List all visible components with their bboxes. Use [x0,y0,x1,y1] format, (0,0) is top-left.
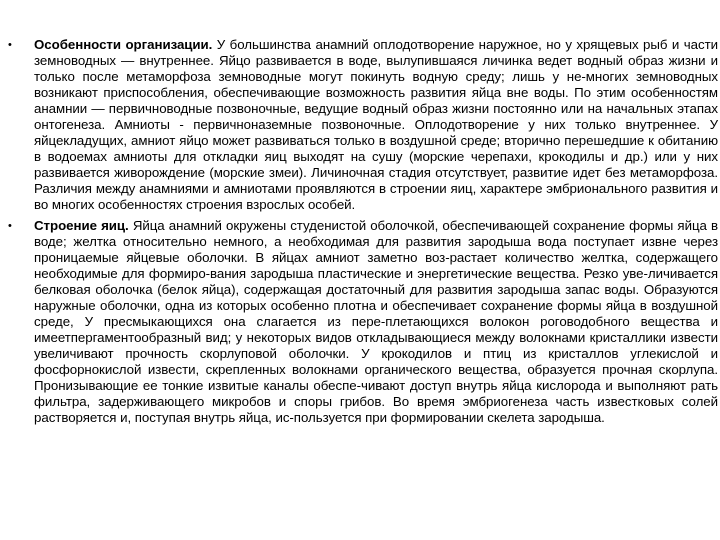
bullet-list [8,37,718,430]
bullet-dot-icon: • [8,39,12,51]
bullet-item-organization [8,37,718,214]
bullet-body-text: У большинства анамний оплодотворение наружное, но у хрящевых рыб и части земноводных — внутреннее. Яйцо развивается в воде, вылупившаяся личинка ведет водный образ жизни и только после метаморфоза земноводные могут покинуть водную среду; лишь у не-многих земноводных возникают приспособления, обеспечивающие возможность развития яйца вне воды. По этим особенностям анамнии — первичноводные позвоночные, ведущие водный образ жизни постоянно или на начальных этапах онтогенеза. Амниоты - первичноназемные позвоночные. Оплодотворение у них только внутреннее. У яйцекладущих, амниот яйцо может развиваться только в воздушной среде; вторично перешедшие к обитанию в водоемах амниоты для откладки яиц выходят на сушу (морские черепахи, крокодилы и др.) или у них развивается живорождение (морские змеи). Личиночная стадия отсутствует, развитие идет без метаморфоза. Различия между анамниями и амниотами проявляются в строении яиц, характере эмбрионального развития и во многих особенностях строения взрослых особей. [34,37,719,213]
bullet-item-egg-structure [8,218,718,427]
bullet-heading: Особенности организации. [34,37,213,52]
bullet-body-text: Яйца анамний окружены студенистой оболочкой, обеспечивающей сохранение формы яйца в воде; желтка относительно немного, а необходимая для развития зародыша вода поступает извне через проницаемые яйцевые оболочки. В яйцах амниот заметно воз-растает количество желтка, содержащего необходимые для формиро-вания зародыша пластические и энергетические вещества. Резко уве-личивается белковая оболочка (белок яйца), содержащая достаточный для развития зародыша запас воды. Образуются наружные оболочки, одна из которых особенно плотна и обеспечивает сохранение формы яйца в воздушной среде, У пресмыкающихся она слагается из пере-плетающихся волокон роговодобного вещества и имеетпергаментообразный вид; у некоторых видов откладывающиеся между волокнами кристаллики извести увеличивают прочность скорлуповой оболочки. У крокодилов и птиц из кристаллов углекислой и фосфорнокислой извести, скрепленных волокнами органического вещества, образуется прочная скорлупа. Пронизывающие ее тонкие извитые каналы обеспе-чивают доступ внутрь яйца кислорода и выполняют рать фильтра, задерживающего микробов и споры грибов. Во время эмбриогенеза часть известковых солей растворяется и, поступая внутрь яйца, ис-пользуется при формировании скелета зародыша. [34,217,719,426]
bullet-heading: Строение яиц. [34,217,129,233]
bullet-dot-icon: • [8,219,12,232]
